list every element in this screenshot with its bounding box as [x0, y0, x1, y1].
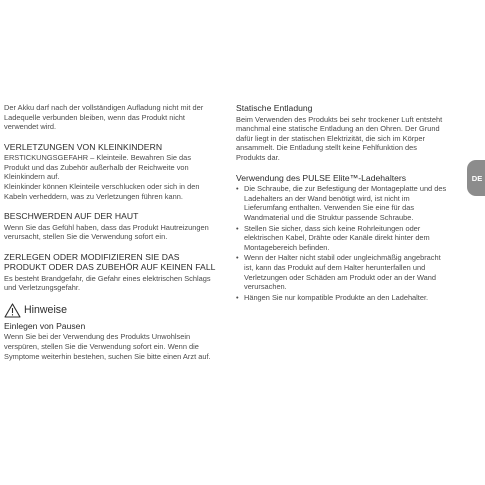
heading-small-children: VERLETZUNGEN VON KLEINKINDERN	[4, 141, 163, 152]
skin-irritation-text: Wenn Sie das Gefühl haben, dass das Produkt Hautreizungen verursacht, stellen Sie die Verwendung sofort ein.	[4, 222, 209, 242]
take-breaks-text: Wenn Sie bei der Verwendung des Produkts Unwohlsein verspüren, stellen Sie die Verwendung sofort ein. Wenn die Symptome weiterhin bestehen, suchen Sie bitte einen Arzt auf.	[4, 332, 211, 361]
left-column	[4, 103, 218, 361]
heading-do-not-disassemble: ZERLEGEN ODER MODIFIZIEREN SIE DAS PRODUKT ODER DAS ZUBEHÖR AUF KEINEN FALL	[4, 251, 216, 273]
battery-note: Der Akku darf nach der vollständigen Aufladung nicht mit der Ladequelle verbunden bleiben, wenn das Produkt nicht verwendet wird.	[4, 103, 204, 132]
list-item: • Hängen Sie nur kompatible Produkte an den Ladehalter.	[236, 292, 429, 302]
language-tab-label: DE	[471, 173, 483, 183]
warning-triangle-icon	[4, 303, 21, 318]
list-item: • Stellen Sie sicher, dass sich keine Rohrleitungen oder elektrischen Kabel, Drähte oder Kanäle direkt hinter dem Montagebereich befinden.	[236, 223, 430, 252]
list-item: • Die Schraube, die zur Befestigung der Montageplatte und des Ladehalters an der Wand benötigt wird, ist nicht im Lieferumfang enthalten. Verwenden Sie eine für das Wandmaterial und die Struktur passende Schraube.	[236, 184, 447, 222]
notes-heading-row	[4, 303, 218, 318]
static-discharge-text: Beim Verwenden des Produkts bei sehr trockener Luft entsteht manchmal eine statische Entladung an den Ohren. Der Grund dafür liegt in der statischen Elektrizität, die sich im Körper ansammelt. Die Entladung stellt keine Fehlfunktion des Produkts dar.	[236, 114, 443, 162]
notes-heading: Hinweise	[24, 304, 67, 317]
heading-charging-holder: Verwendung des PULSE Elite™-Ladehalters	[236, 172, 407, 183]
right-column	[236, 103, 448, 303]
small-parts-text: Kleinkinder können Kleinteile verschlucken oder sich in den Kabeln verheddern, was zu Verletzungen führen kann.	[4, 181, 200, 201]
fire-hazard-text: Es besteht Brandgefahr, die Gefahr eines elektrischen Schlags und Verletzungsgefahr.	[4, 273, 211, 293]
language-tab[interactable]	[467, 160, 485, 196]
choking-hazard-text: ERSTICKUNGSGEFAHR – Kleinteile. Bewahren Sie das Produkt und das Zubehör außerhalb der Reichweite von Kleinkindern auf.	[4, 153, 192, 182]
heading-skin-irritation: BESCHWERDEN AUF DER HAUT	[4, 211, 139, 222]
list-item: • Wenn der Halter nicht stabil oder ungleichmäßig angebracht ist, kann das Produkt auf dem Halter herunterfallen und Verletzungen oder Schäden am Produkt oder an der Wand verursachen.	[236, 253, 441, 292]
heading-static-discharge: Statische Entladung	[236, 103, 313, 113]
heading-take-breaks: Einlegen von Pausen	[4, 320, 86, 331]
charging-holder-list	[236, 184, 448, 302]
